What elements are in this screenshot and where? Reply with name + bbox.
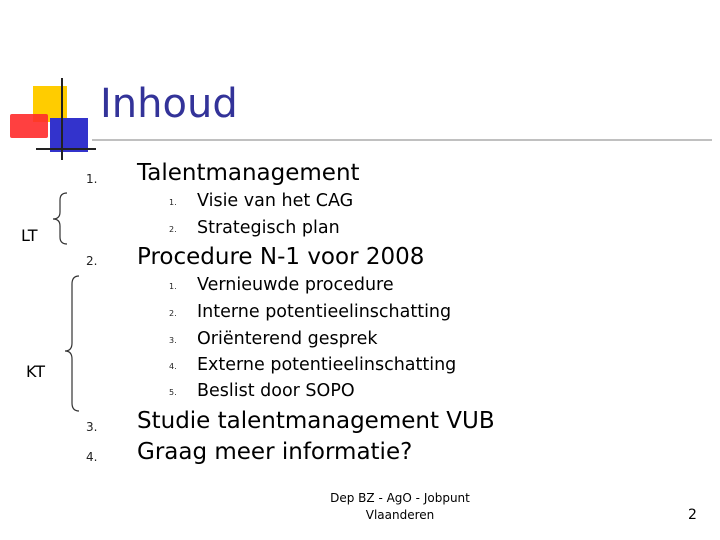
item-number: 3. (86, 420, 98, 434)
subitem-label: Visie van het CAG (197, 191, 354, 211)
item-label: Graag meer informatie? (137, 439, 413, 465)
footer-line1: Dep BZ - AgO - Jobpunt (330, 491, 470, 505)
brace-lt (53, 193, 67, 244)
subitem-number: 3. (169, 336, 177, 345)
footer-line2: Vlaanderen (365, 508, 435, 522)
item-number: 2. (86, 254, 98, 268)
item-label: Procedure N-1 voor 2008 (137, 244, 425, 270)
footer-text (320, 490, 480, 524)
item-number: 4. (86, 450, 98, 464)
subitem-number: 5. (169, 388, 177, 397)
side-label-kt: KT (26, 362, 46, 381)
subitem-number: 4. (169, 362, 177, 371)
item-label: Talentmanagement (137, 160, 360, 186)
slide-title: Inhoud (100, 81, 238, 127)
subitem-number: 2. (169, 309, 177, 318)
subitem-number: 1. (169, 198, 177, 207)
subitem-number: 1. (169, 282, 177, 291)
item-number: 1. (86, 172, 98, 186)
item-label: Studie talentmanagement VUB (137, 408, 495, 434)
subitem-label: Interne potentieelinschatting (197, 302, 452, 322)
subitem-label: Vernieuwde procedure (197, 275, 394, 295)
subitem-label: Externe potentieelinschatting (197, 355, 457, 375)
subitem-label: Strategisch plan (197, 218, 340, 238)
subitem-label: Beslist door SOPO (197, 381, 355, 401)
side-label-lt: LT (21, 226, 38, 245)
subitem-label: Oriënterend gesprek (197, 329, 378, 349)
brace-kt (65, 276, 79, 411)
subitem-number: 2. (169, 225, 177, 234)
page-number: 2 (688, 507, 697, 523)
